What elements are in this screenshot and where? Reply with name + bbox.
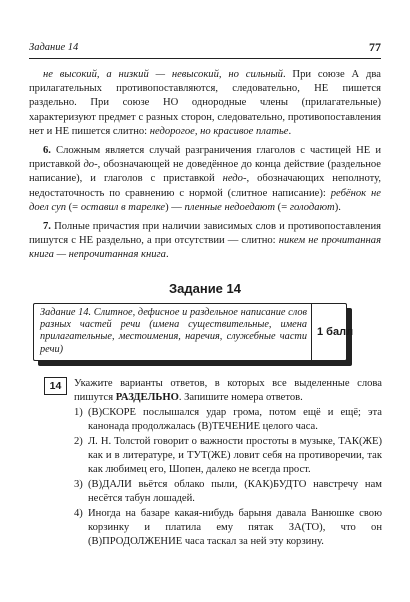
page-number: 77 bbox=[369, 40, 381, 54]
rule-paragraph bbox=[29, 144, 381, 215]
answer-option bbox=[74, 435, 382, 476]
rule-paragraph bbox=[29, 68, 381, 139]
rule-number: 7. bbox=[43, 221, 51, 233]
rule-text: Полные причастия при наличии зависимых слов и противопоставления пишутся с НЕ раздельно, а при отсутствии — слитно: bbox=[29, 221, 381, 247]
rule-text: , обозначающей не доведённое до конца действие (раздельное написание), и глаголов с приставкой bbox=[29, 159, 381, 185]
option-text: Л. Н. Толстой говорит о важности простоты в музыке, ТАК(ЖЕ) как и в литературе, и ТУТ(ЖЕ) ловит себя на противоречии, так как любимец его, Шопен, далеко не всегда прост. bbox=[88, 436, 382, 475]
example-text: недорогое, но красивое платье bbox=[149, 125, 289, 137]
rule-number: 6. bbox=[43, 145, 51, 157]
example-text: никем не прочитанная книга — непрочитанная книга bbox=[29, 235, 381, 261]
rule-text: , обозначающих неполноту, недостаточность по сравнению с нормой (слитное написание): bbox=[29, 173, 381, 199]
rule-text: (= bbox=[275, 201, 290, 213]
task-info-box bbox=[33, 303, 354, 361]
box-divider bbox=[311, 304, 312, 360]
option-number: 4) bbox=[74, 508, 83, 520]
header-section-title: Задание 14 bbox=[29, 42, 79, 53]
example-text: голодают bbox=[289, 201, 335, 213]
prompt-emphasis: РАЗДЕЛЬНО bbox=[115, 391, 179, 403]
rule-text: . bbox=[165, 249, 169, 261]
example-text: не высокий, а низкий — невысокий, но сильный bbox=[43, 69, 283, 80]
answer-options bbox=[74, 406, 382, 548]
rule-text: . bbox=[288, 125, 292, 137]
section-heading: Задание 14 bbox=[168, 281, 241, 296]
rule-text: (= bbox=[66, 201, 81, 213]
running-header bbox=[29, 40, 381, 59]
rule-paragraph bbox=[29, 220, 381, 263]
answer-option bbox=[74, 507, 382, 548]
example-text: ребёнок не доел суп bbox=[29, 187, 381, 213]
answer-option bbox=[74, 406, 382, 433]
option-text: (В)СКОРЕ послышался удар грома, потом ещё и ещё; эта канонада продолжалась (В)ТЕЧЕНИЕ целого часа. bbox=[88, 407, 382, 432]
question-number: 14 bbox=[44, 377, 67, 395]
option-text: Иногда на базаре какая-нибудь барыня давала Ванюшке свою корзинку и платила ему пятак ЗА(ТО), что он (В)ПРОДОЛЖЕНИЕ часа таскал за ней эту корзину. bbox=[88, 508, 382, 547]
question-block bbox=[74, 377, 382, 548]
task-points: 1 балл bbox=[317, 326, 354, 338]
task-description: Задание 14. Слитное, дефисное и раздельное написание слов разных частей речи (имена существительные, имена прилагательные, местоимения, наречия, служебные части речи) bbox=[40, 307, 307, 355]
option-number: 2) bbox=[74, 436, 83, 448]
example-text: пленные недоедают bbox=[184, 201, 276, 213]
option-text: (В)ДАЛИ вьётся облако пыли, (КАК)БУДТО навстречу нам несётся табун лошадей. bbox=[88, 479, 382, 504]
question-prompt: Укажите варианты ответов, в которых все выделенные слова пишутся РАЗДЕЛЬНО. Запишите номера ответов. bbox=[74, 378, 382, 403]
option-number: 1) bbox=[74, 407, 83, 419]
example-text: недо- bbox=[222, 173, 247, 185]
rule-text: ). bbox=[334, 201, 341, 213]
rules-text bbox=[29, 68, 381, 263]
option-number: 3) bbox=[74, 479, 83, 491]
rule-text: ) — bbox=[165, 201, 185, 213]
rule-text: Сложным является случай разграничения глаголов с частицей НЕ и приставкой bbox=[29, 145, 381, 171]
example-text: до- bbox=[83, 159, 98, 171]
answer-option bbox=[74, 478, 382, 505]
rule-text: . При союзе А два прилагательных противопоставляются, следовательно, НЕ пишется раздельно. При союзе НО однородные члены (прилагательные) характеризуют предмет с разных сторон, следовательно, противопоставления нет и НЕ пишется слитно: bbox=[29, 69, 381, 137]
example-text: оставил в тарелке bbox=[80, 201, 166, 213]
